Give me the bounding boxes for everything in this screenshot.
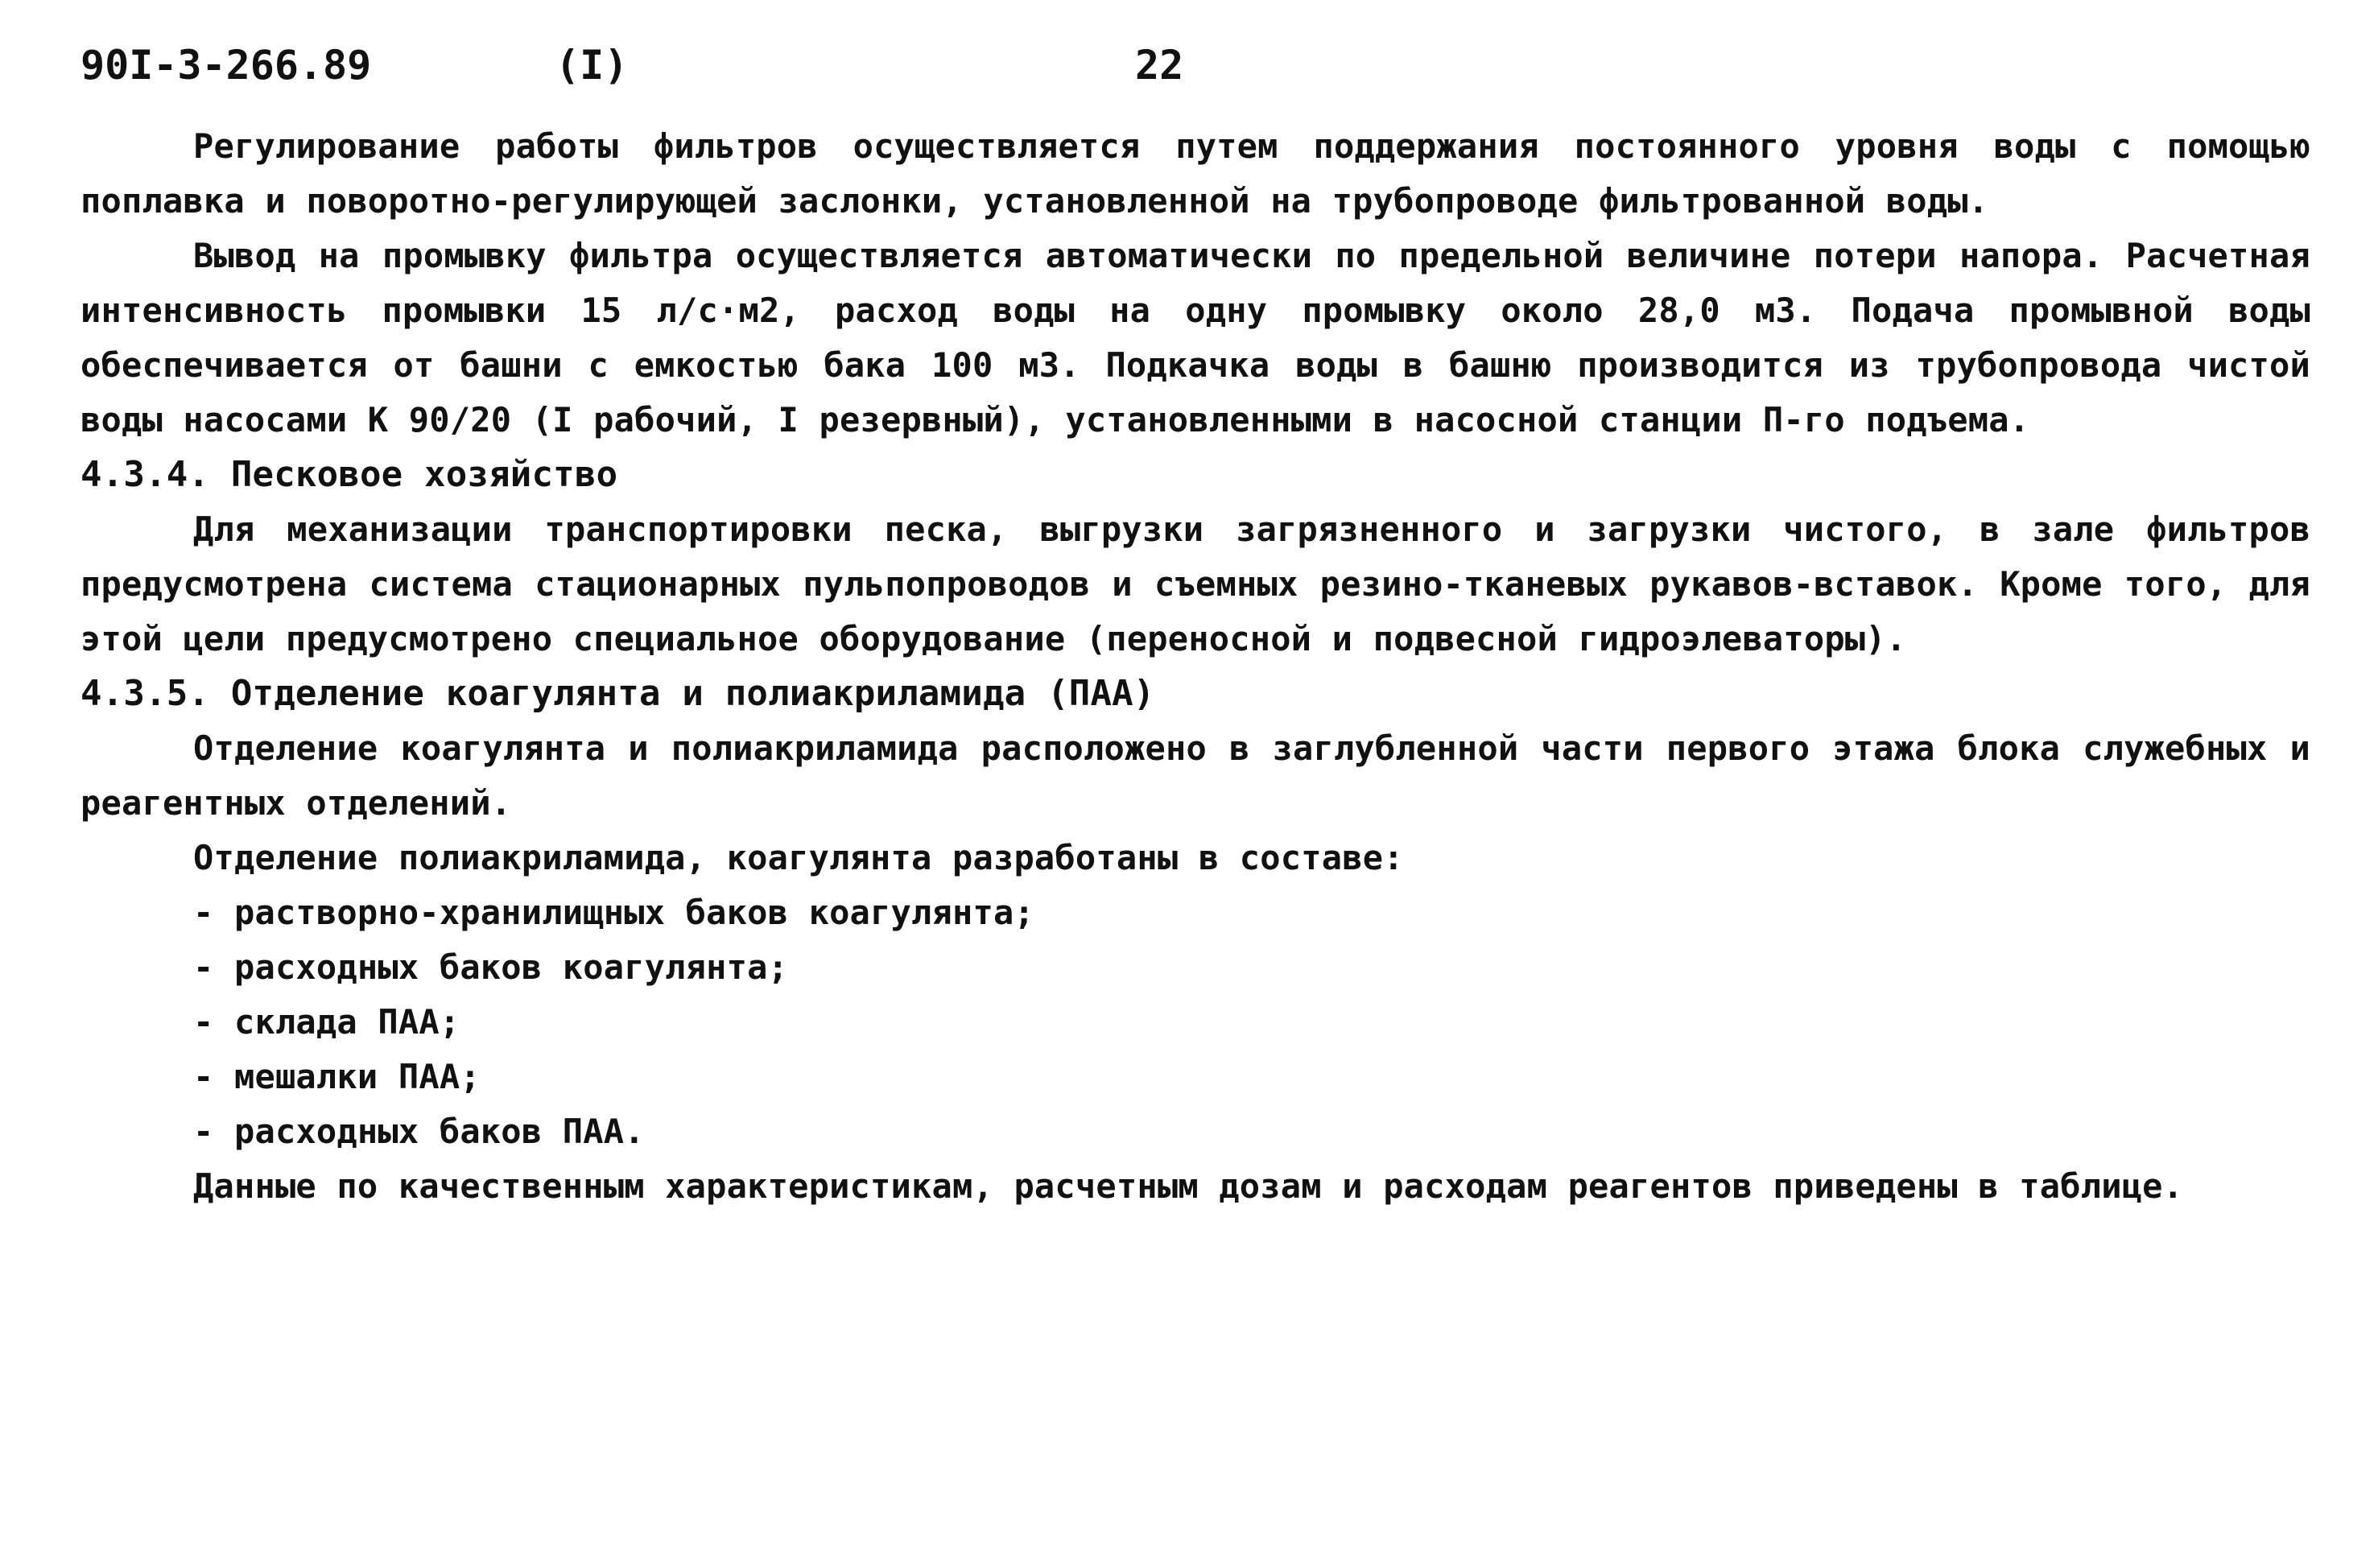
document-part: (I) [555,42,629,89]
list-item: - растворно-хранилищных баков коагулянта; [193,893,1034,932]
list-item: - расходных баков коагулянта; [193,947,789,987]
section-heading-coagulant: 4.3.5. Отделение коагулянта и полиакриламида (ПАА) [81,673,1155,714]
list-item: - склада ПАА; [193,1002,460,1042]
paragraph-coagulant-composition: Отделение полиакриламида, коагулянта разработаны в составе: [193,838,1404,877]
paragraph-filter-washing: Вывод на промывку фильтра осуществляется автоматически по предельной величине потери напора. Расчетная интенсивность промывки 15 л/с·м2, расход воды на одну промывку около 28,0 м3. Подача промывной воды обеспечивается от башни с емкостью бака 100 м3. Подкачка воды в башню производится из трубопровода чистой воды насосами К 90/20 (I рабочий, I резервный), установленными в насосной станции П-го подъема. [81,236,2310,439]
paragraph-reagent-data: Данные по качественным характеристикам, расчетным дозам и расходам реагентов приведены в таблице. [193,1166,2184,1206]
section-heading-sand: 4.3.4. Песковое хозяйство [81,454,618,495]
page-number: 22 [1135,42,1184,89]
document-code: 90I-3-266.89 [81,42,372,89]
paragraph-filter-regulation: Регулирование работы фильтров осуществляется путем поддержания постоянного уровня воды с помощью поплавка и поворотно-регулирующей заслонки, установленной на трубопроводе фильтрованной воды. [81,126,2310,221]
list-item: - мешалки ПАА; [193,1057,481,1096]
page-header [81,42,2297,98]
list-item: - расходных баков ПАА. [193,1112,645,1151]
document-body [81,119,2310,1214]
paragraph-sand-handling: Для механизации транспортировки песка, выгрузки загрязненного и загрузки чистого, в зале фильтров предусмотрена система стационарных пульпопроводов и съемных резино-тканевых рукавов-вставок. Кроме того, для этой цели предусмотрено специальное оборудование (переносной и подвесной гидроэлеваторы). [81,510,2310,658]
paragraph-coagulant-location: Отделение коагулянта и полиакриламида расположено в заглубленной части первого этажа блока служебных и реагентных отделений. [81,728,2310,823]
